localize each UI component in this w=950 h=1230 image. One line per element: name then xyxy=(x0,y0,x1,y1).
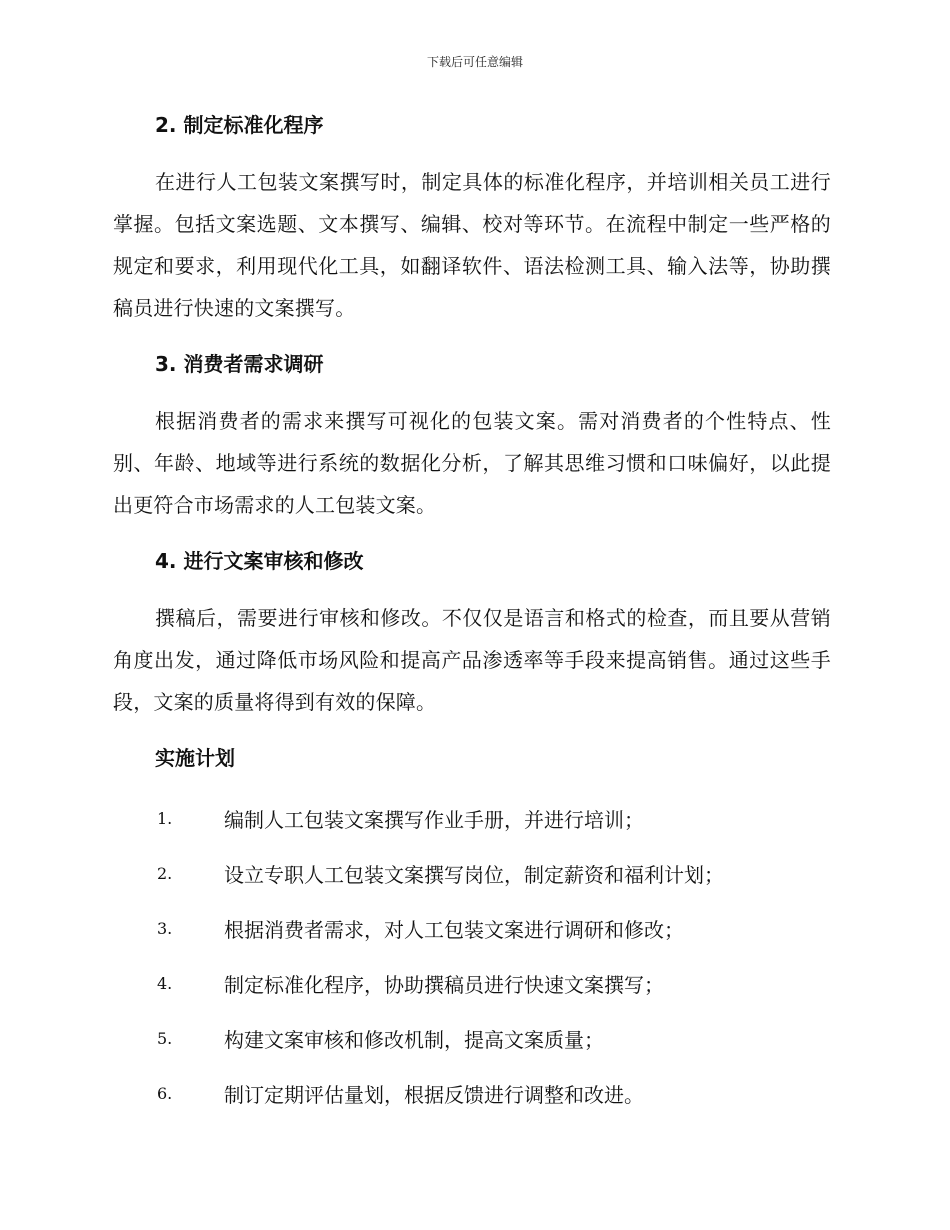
section-paragraph-consumer-research: 根据消费者的需求来撰写可视化的包装文案。需对消费者的个性特点、性别、年龄、地域等进行系统的数据化分析，了解其思维习惯和口味偏好，以此提出更符合市场需求的人工包装文案。 xyxy=(113,409,831,517)
list-item-number: 2. xyxy=(157,864,173,883)
list-item-text: 制订定期评估量划，根据反馈进行调整和改进。 xyxy=(224,1083,644,1107)
section-heading-consumer-research: 3. 消费者需求调研 xyxy=(155,352,324,376)
section-paragraph-review: 撰稿后，需要进行审核和修改。不仅仅是语言和格式的检查，而且要从营销角度出发，通过降低市场风险和提高产品渗透率等手段来提高销售。通过这些手段，文案的质量将得到有效的保障。 xyxy=(113,606,831,714)
list-item-text: 根据消费者需求，对人工包装文案进行调研和修改； xyxy=(224,918,684,942)
list-item-number: 6. xyxy=(157,1084,173,1103)
list-item xyxy=(113,956,831,1011)
list-item-number: 3. xyxy=(157,919,173,938)
list-item-text: 制定标准化程序，协助撰稿员进行快速文案撰写； xyxy=(224,973,664,997)
document-body xyxy=(113,110,831,1121)
section-paragraph-standardization: 在进行人工包装文案撰写时，制定具体的标准化程序，并培训相关员工进行掌握。包括文案选题、文本撰写、编辑、校对等环节。在流程中制定一些严格的规定和要求，利用现代化工具，如翻译软件、语法检测工具、输入法等，协助撰稿员进行快速的文案撰写。 xyxy=(113,170,831,320)
list-item xyxy=(113,1011,831,1066)
section-heading-review: 4. 进行文案审核和修改 xyxy=(155,549,364,573)
list-item-number: 4. xyxy=(157,974,173,993)
list-item-number: 5. xyxy=(157,1029,173,1048)
list-item xyxy=(113,1066,831,1121)
plan-list xyxy=(113,791,831,1121)
list-item-text: 构建文案审核和修改机制，提高文案质量； xyxy=(224,1028,604,1052)
list-item-number: 1. xyxy=(157,809,173,828)
list-item xyxy=(113,791,831,846)
page-header: 下载后可任意编辑 xyxy=(426,55,523,69)
list-item-text: 编制人工包装文案撰写作业手册，并进行培训； xyxy=(224,808,644,832)
section-heading-standardization: 2. 制定标准化程序 xyxy=(155,113,324,137)
list-item xyxy=(113,846,831,901)
plan-heading: 实施计划 xyxy=(155,746,235,770)
list-item-text: 设立专职人工包装文案撰写岗位，制定薪资和福利计划； xyxy=(224,863,724,887)
list-item xyxy=(113,901,831,956)
